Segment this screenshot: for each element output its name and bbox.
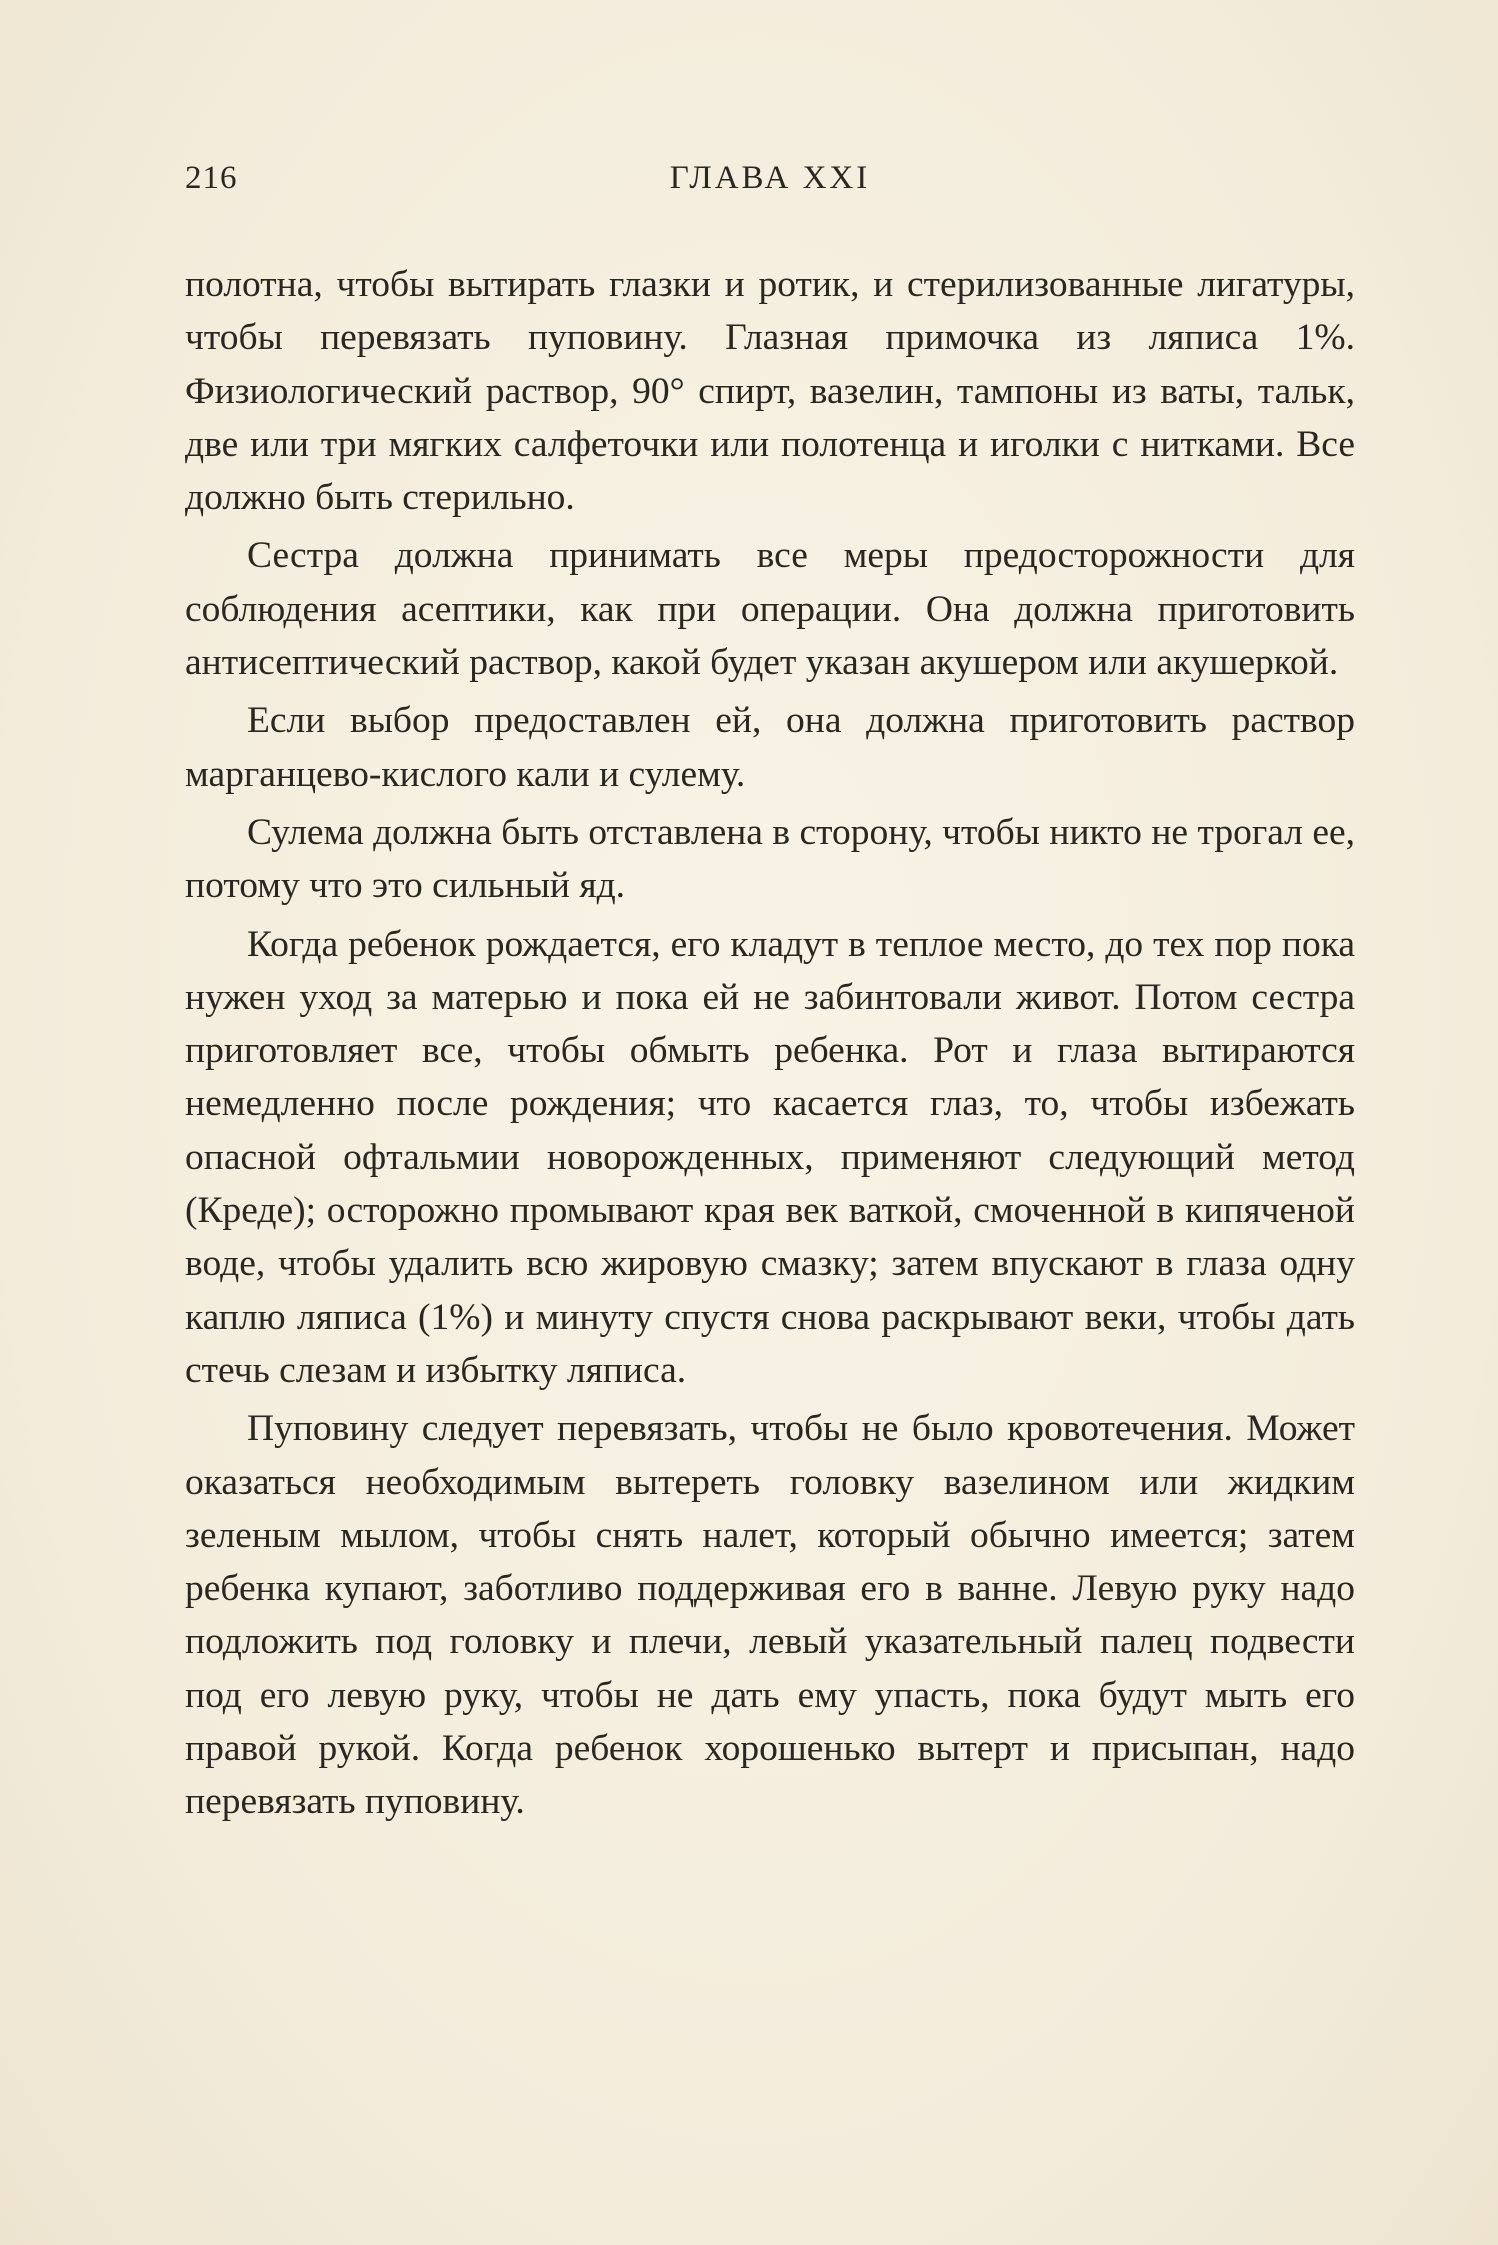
paragraph: Сулема должна быть отставлена в сторону, чтобы никто не трогал ее, потому что это сильный яд. bbox=[185, 811, 1355, 907]
page-header bbox=[185, 160, 1355, 210]
page-number: 216 bbox=[185, 160, 238, 196]
paragraph: Сестра должна принимать все меры предосторожности для соблюдения асептики, как при операции. Она должна приготовить антисептический раствор, какой будет указан акушером или акушеркой. bbox=[185, 535, 1355, 684]
chapter-title: ГЛАВА XXI bbox=[669, 160, 871, 196]
paragraph: Пуповину следует перевязать, чтобы не было кровотечения. Может оказаться необходимым вытереть головку вазелином или жидким зеленым мылом, чтобы снять налет, который обычно имеется; затем ребенка купают, заботливо поддерживая его в ванне. Левую руку надо подложить под головку и плечи, левый указательный палец подвести под его левую руку, чтобы не дать ему упасть, пока будут мыть его правой рукой. Когда ребенок хорошенько вытерт и присыпан, надо перевязать пуповину. bbox=[185, 1408, 1355, 1823]
paragraph: полотна, чтобы вытирать глазки и ротик, и стерилизованные лигатуры, чтобы перевязать пуповину. Глазная примочка из ляписа 1%. Физиологический раствор, 90° спирт, вазелин, тампоны из ваты, тальк, две или три мягких салфеточки или полотенца и иголки с нитками. Все должно быть стерильно. bbox=[185, 264, 1355, 519]
paragraph: Если выбор предоставлен ей, она должна приготовить раствор марганцево-кислого кали и сулему. bbox=[185, 700, 1355, 795]
paragraph: Когда ребенок рождается, его кладут в теплое место, до тех пор пока нужен уход за матерью и пока ей не забинтовали живот. Потом сестра приготовляет все, чтобы обмыть ребенка. Рот и глаза вытираются немедленно после рождения; что касается глаз, то, чтобы избежать опасной офтальмии новорожденных, применяют следующий метод (Креде); осторожно промывают края век ваткой, смоченной в кипяченой воде, чтобы удалить всю жировую смазку; затем впускают в глаза одну каплю ляписа (1%) и минуту спустя снова раскрывают веки, чтобы дать стечь слезам и избытку ляписа. bbox=[185, 923, 1355, 1391]
body-text bbox=[185, 258, 1355, 1834]
